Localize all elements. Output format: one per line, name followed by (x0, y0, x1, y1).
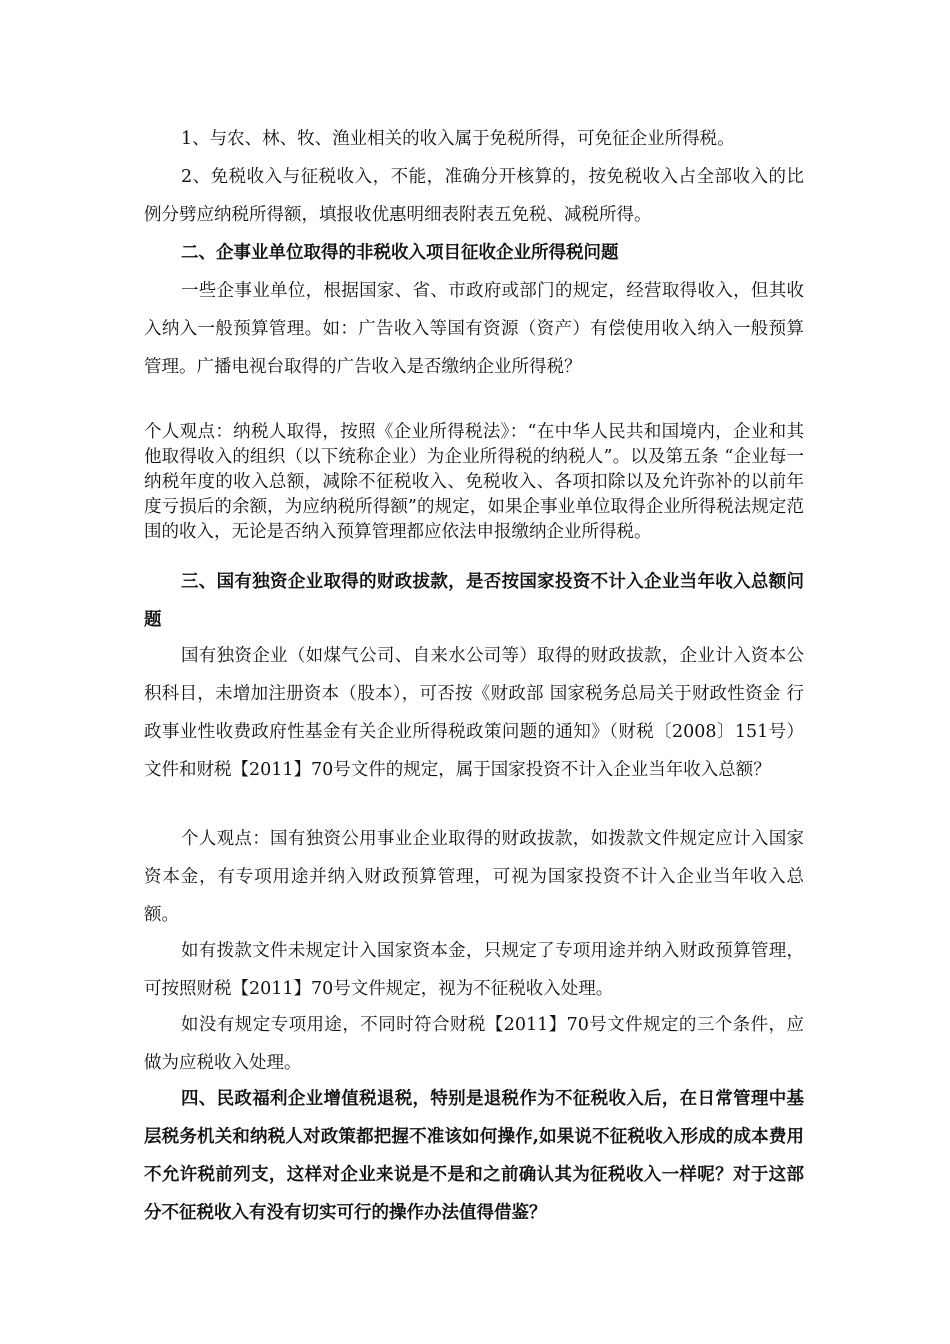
section-heading-3: 三、国有独资企业取得的财政拔款，是否按国家投资不计入企业当年收入总额问题 (144, 572, 804, 630)
paragraph-1: 1、与农、林、牧、渔业相关的收入属于免税所得，可免征企业所得税。 (181, 129, 735, 149)
section-heading-2: 二、企事业单位取得的非税收入项目征收企业所得税问题 (181, 243, 619, 263)
paragraph-2: 2、免税收入与征税收入，不能，准确分开核算的，按免税收入占全部收入的比例分劈应纳税所得额，填报收优惠明细表附表五免税、减税所得。 (144, 167, 804, 225)
paragraph-4-opinion: 个人观点：纳税人取得，按照《企业所得税法》：“在中华人民共和国境内，企业和其他取得收入的组织（以下统称企业）为企业所得税的纳税人”。以及第五条 “企业每一纳税年度的收入总额，减除不征税收入、免税收入、各项扣除以及允许弥补的以前年度亏损后的余额，为应纳税所得额”的规定，如果企事业单位取得企业所得税法规定范围的收入，无论是否纳入预算管理都应依法申报缴纳企业所得税。 (144, 422, 804, 542)
section-heading-4: 四、民政福利企业增值税退税，特别是退税作为不征税收入后，在日常管理中基层税务机关和纳税人对政策都把握不准该如何操作,如果说不征税收入形成的成本费用不允许税前列支，这样对企业来说是不是和之前确认其为征税收入一样呢？对于这部分不征税收入有没有切实可行的操作办法值得借鉴？ (144, 1089, 804, 1223)
paragraph-8: 如没有规定专项用途，不同时符合财税【2011】70号文件规定的三个条件，应做为应税收入处理。 (144, 1015, 804, 1073)
paragraph-7: 如有拨款文件未规定计入国家资本金，只规定了专项用途并纳入财政预算管理，可按照财税【2011】70号文件规定，视为不征税收入处理。 (144, 941, 804, 999)
paragraph-5: 国有独资企业（如煤气公司、自来水公司等）取得的财政拔款，企业计入资本公积科目，未增加注册资本（股本），可否按《财政部 国家税务总局关于财政性资金 行政事业性收费政府性基金有关企业所得税政策问题的通知》（财税〔2008〕151号）文件和财税【2011】70号文件的规定，属于国家投资不计入企业当年收入总额？ (144, 646, 804, 780)
paragraph-6-opinion: 个人观点：国有独资公用事业企业取得的财政拔款，如拨款文件规定应计入国家资本金，有专项用途并纳入财政预算管理，可视为国家投资不计入企业当年收入总额。 (144, 829, 804, 925)
paragraph-3: 一些企事业单位，根据国家、省、市政府或部门的规定，经营取得收入，但其收入纳入一般预算管理。如：广告收入等国有资源（资产）有偿使用收入纳入一般预算管理。广播电视台取得的广告收入是否缴纳企业所得税？ (144, 281, 804, 377)
